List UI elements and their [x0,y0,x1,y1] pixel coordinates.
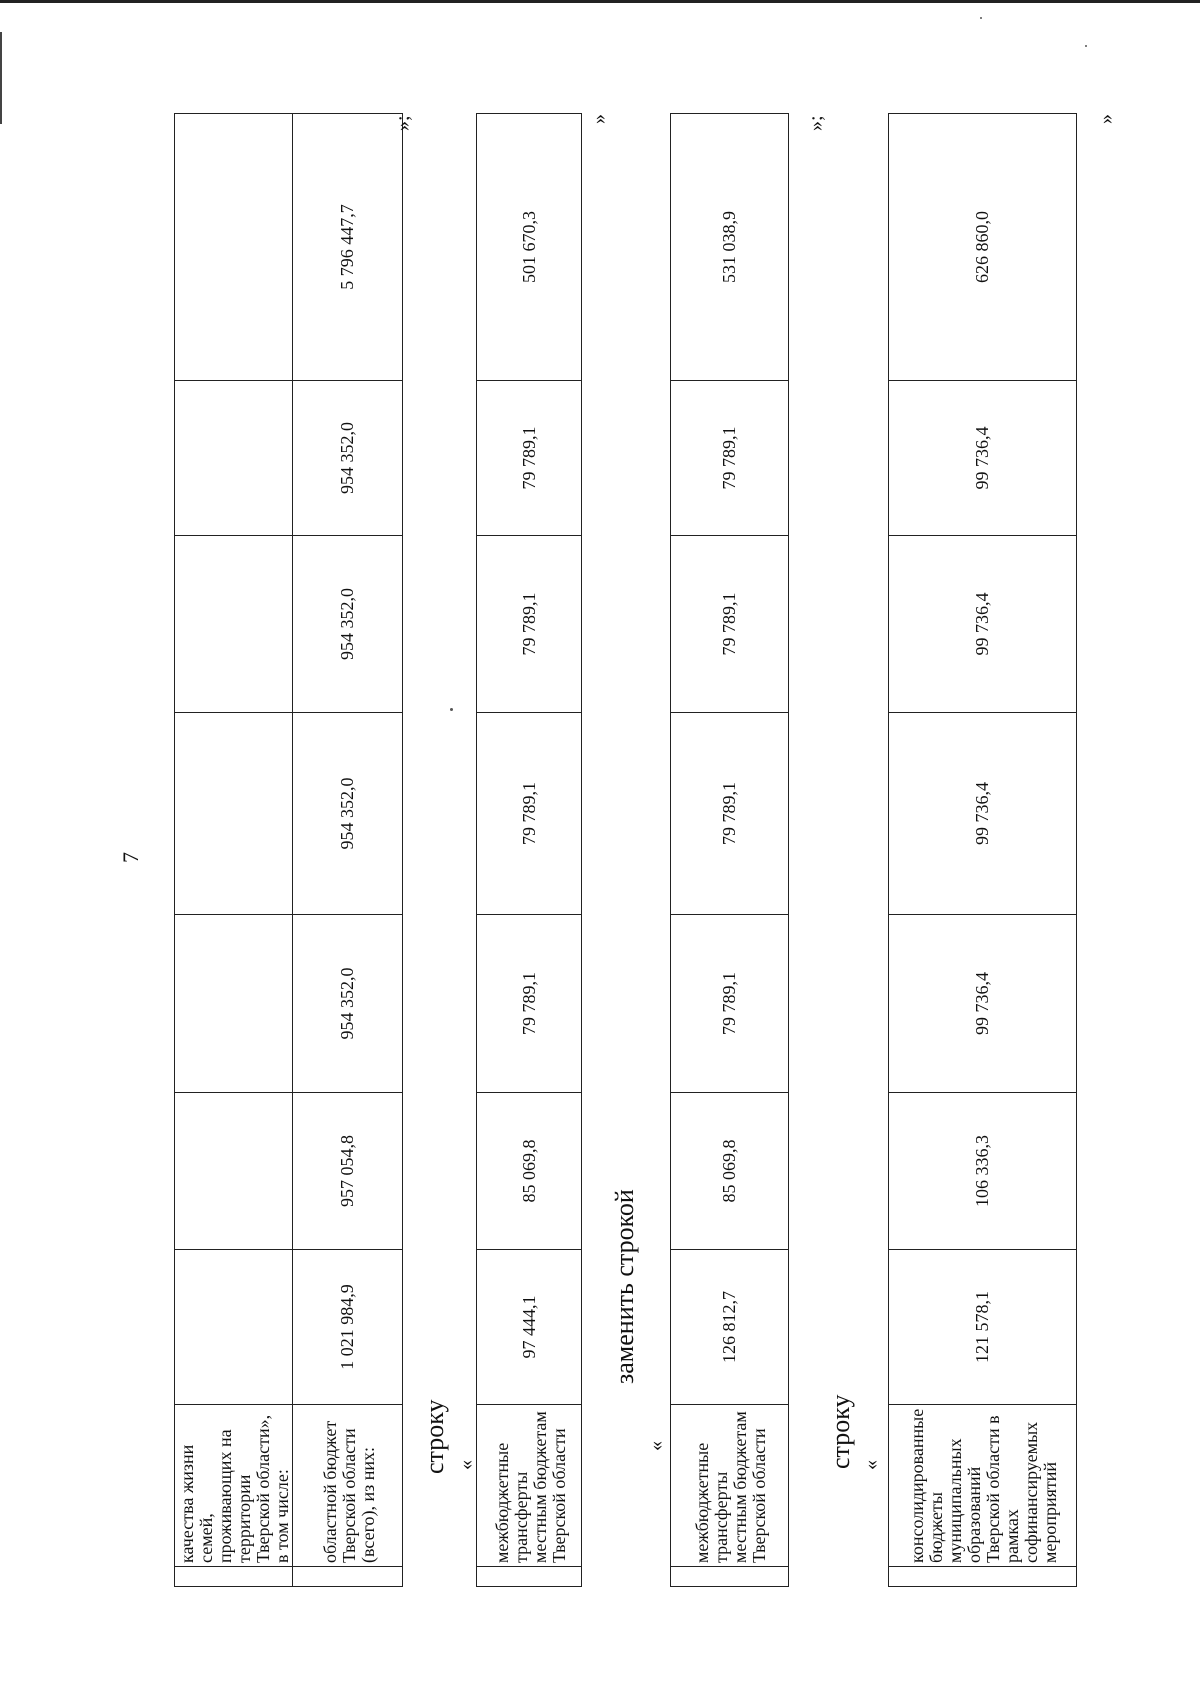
value-cell: 79 789,1 [477,915,582,1093]
row-label: консолидированные бюджеты муниципальных образований Тверской области в рамках софинансируемых мероприятий [889,1405,1077,1567]
value-cell: 99 736,4 [889,915,1077,1093]
row-label: межбюджетные трансферты местным бюджетам Тверской области [477,1405,582,1567]
value-cell [175,915,293,1093]
row-marker-cell [175,1567,293,1587]
value-cell: 954 352,0 [293,915,403,1093]
value-cell: 1 021 984,9 [293,1250,403,1405]
value-cell [175,536,293,713]
closing-quote: »; [805,115,827,131]
opening-quote: « [455,1460,477,1470]
table-row [175,114,293,1587]
value-cell: 626 860,0 [889,114,1077,381]
value-cell [175,713,293,915]
value-cell: 531 038,9 [671,114,789,381]
row-marker-cell [671,1567,789,1587]
value-cell: 106 336,3 [889,1093,1077,1250]
table-row [293,114,403,1587]
closing-quote: » [588,114,610,124]
opening-quote: « [860,1460,882,1470]
value-cell: 954 352,0 [293,536,403,713]
value-cell [175,1093,293,1250]
row-label: областной бюджет Тверской области (всего), из них: [293,1405,403,1567]
value-cell: 126 812,7 [671,1250,789,1405]
instruction-text: строку [420,1399,449,1474]
value-cell [175,381,293,536]
value-cell [175,114,293,381]
value-cell: 957 054,8 [293,1093,403,1250]
table-transfers-new [670,113,789,1587]
value-cell [175,1250,293,1405]
value-cell: 79 789,1 [477,713,582,915]
value-cell: 954 352,0 [293,713,403,915]
closing-quote: »; [392,115,414,131]
value-cell: 99 736,4 [889,536,1077,713]
instruction-text: заменить строкой [610,1189,639,1384]
row-label: межбюджетные трансферты местным бюджетам Тверской области [671,1405,789,1567]
value-cell: 79 789,1 [671,381,789,536]
value-cell: 79 789,1 [671,713,789,915]
page-number: 7 [118,852,143,863]
table-row [477,114,582,1587]
value-cell: 501 670,3 [477,114,582,381]
value-cell: 79 789,1 [671,536,789,713]
table-consolidated [888,113,1077,1587]
row-label: качества жизни семей, проживающих на территории Тверской области», в том числе: [175,1405,293,1567]
value-cell: 97 444,1 [477,1250,582,1405]
value-cell: 79 789,1 [477,536,582,713]
instruction-text: строку [826,1394,855,1469]
value-cell: 79 789,1 [477,381,582,536]
opening-quote: « [645,1441,667,1451]
table-total-budget [174,113,403,1587]
value-cell: 954 352,0 [293,381,403,536]
value-cell: 85 069,8 [671,1093,789,1250]
table-row [889,114,1077,1587]
table-transfers-old [476,113,582,1587]
value-cell: 99 736,4 [889,381,1077,536]
row-marker-cell [293,1567,403,1587]
table-row [671,114,789,1587]
row-marker-cell [477,1567,582,1587]
closing-quote: » [1095,114,1117,124]
value-cell: 99 736,4 [889,713,1077,915]
value-cell: 79 789,1 [671,915,789,1093]
value-cell: 85 069,8 [477,1093,582,1250]
value-cell: 5 796 447,7 [293,114,403,381]
row-marker-cell [889,1567,1077,1587]
value-cell: 121 578,1 [889,1250,1077,1405]
